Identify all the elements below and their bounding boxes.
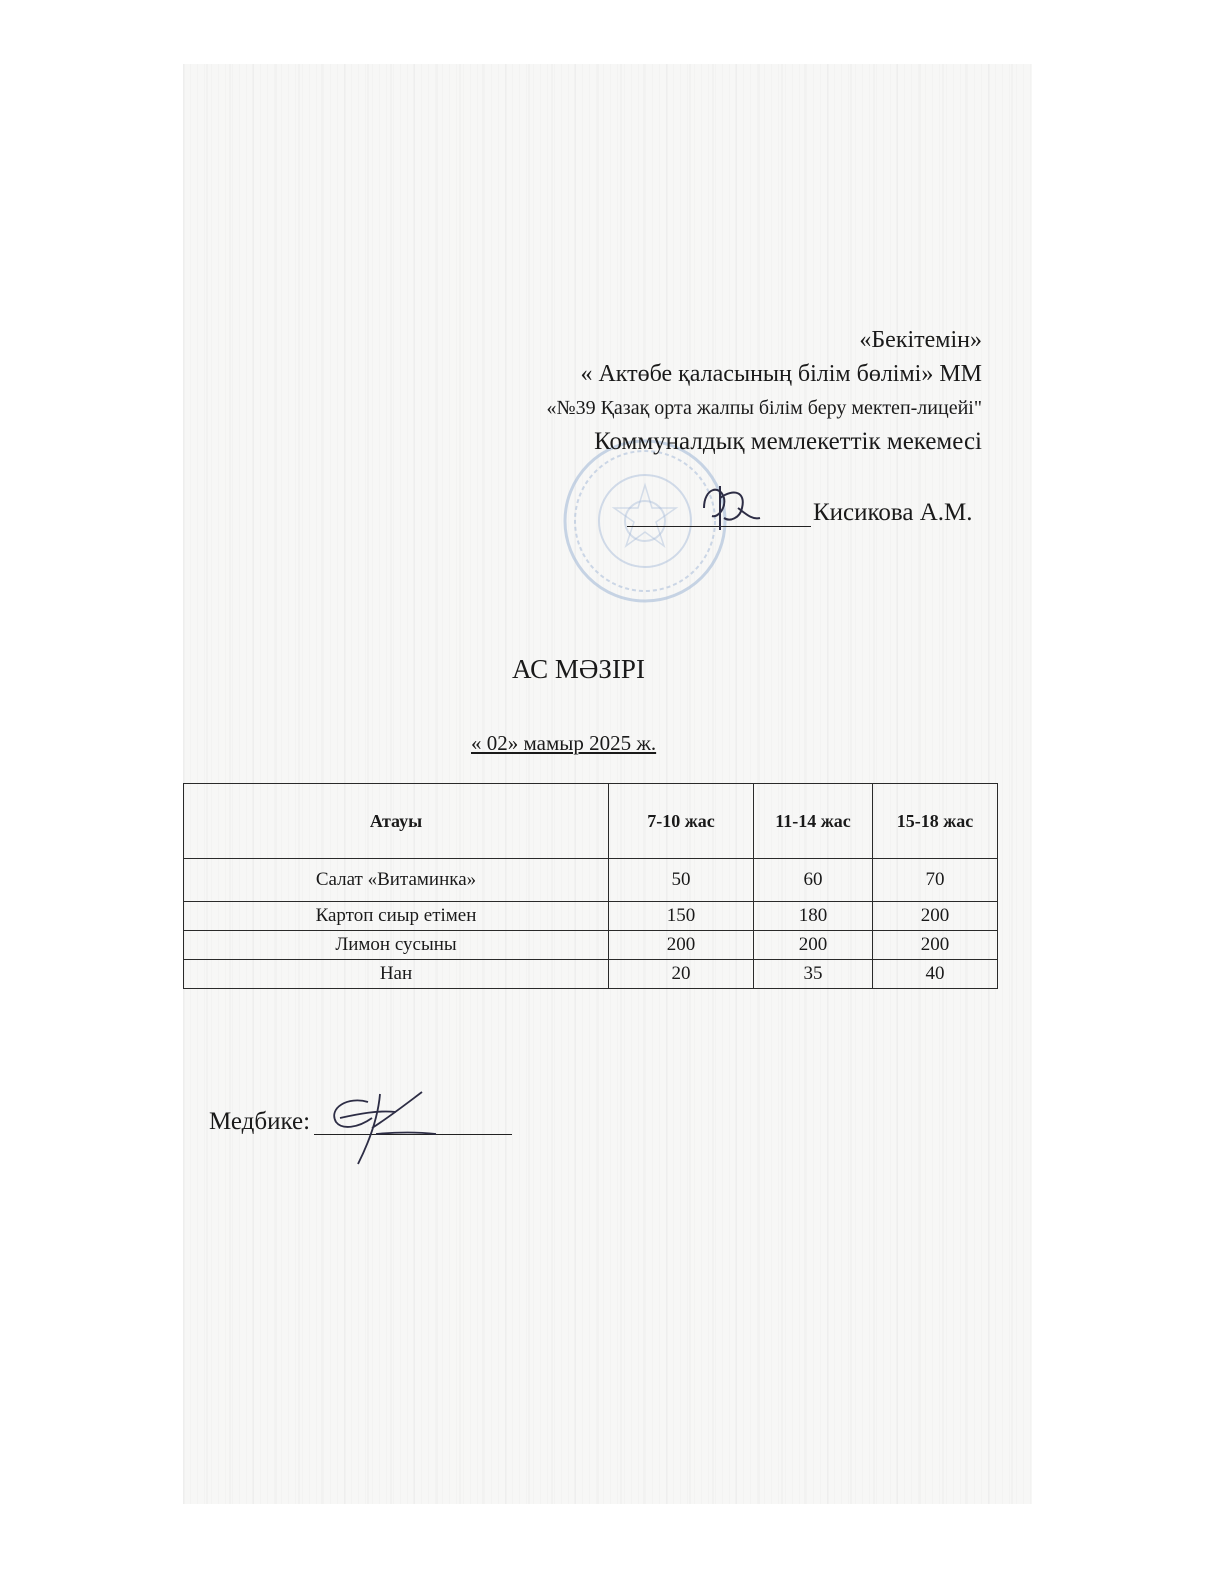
table-row bbox=[184, 960, 998, 989]
portion-7-10: 50 bbox=[609, 859, 754, 902]
menu-title: АС МӘЗІРІ bbox=[512, 654, 645, 684]
table-row bbox=[184, 931, 998, 960]
portion-7-10: 20 bbox=[609, 960, 754, 989]
director-signature-row bbox=[627, 496, 987, 532]
portion-15-18: 200 bbox=[873, 931, 998, 960]
director-signature bbox=[690, 478, 770, 538]
table-row bbox=[184, 902, 998, 931]
portion-11-14: 200 bbox=[754, 931, 873, 960]
menu-table bbox=[183, 783, 998, 989]
dish-name: Салат «Витаминка» bbox=[184, 859, 609, 902]
approval-title: «Бекітемін» bbox=[859, 327, 982, 353]
approval-department: « Актөбе қаласының білім бөлімі» ММ bbox=[580, 361, 982, 387]
portion-11-14: 60 bbox=[754, 859, 873, 902]
portion-11-14: 35 bbox=[754, 960, 873, 989]
nurse-label: Медбике: bbox=[209, 1108, 311, 1135]
nurse-signature bbox=[318, 1088, 438, 1168]
table-row bbox=[184, 859, 998, 902]
table-header-row bbox=[184, 784, 998, 859]
header-age-11-14: 11-14 жас bbox=[754, 784, 873, 859]
header-age-15-18: 15-18 жас bbox=[873, 784, 998, 859]
menu-date: « 02» мамыр 2025 ж. bbox=[471, 731, 657, 755]
portion-7-10: 200 bbox=[609, 931, 754, 960]
header-age-7-10: 7-10 жас bbox=[609, 784, 754, 859]
portion-15-18: 40 bbox=[873, 960, 998, 989]
portion-15-18: 200 bbox=[873, 902, 998, 931]
director-name: Кисикова А.М. bbox=[813, 499, 973, 526]
dish-name: Нан bbox=[184, 960, 609, 989]
dish-name: Лимон сусыны bbox=[184, 931, 609, 960]
approval-school: «№39 Қазақ орта жалпы білім беру мектеп-лицейі" bbox=[546, 397, 982, 419]
portion-7-10: 150 bbox=[609, 902, 754, 931]
dish-name: Картоп сиыр етімен bbox=[184, 902, 609, 931]
portion-15-18: 70 bbox=[873, 859, 998, 902]
header-name: Атауы bbox=[184, 784, 609, 859]
portion-11-14: 180 bbox=[754, 902, 873, 931]
approval-institution: Коммуналдық мемлекеттік мекемесі bbox=[594, 428, 982, 455]
